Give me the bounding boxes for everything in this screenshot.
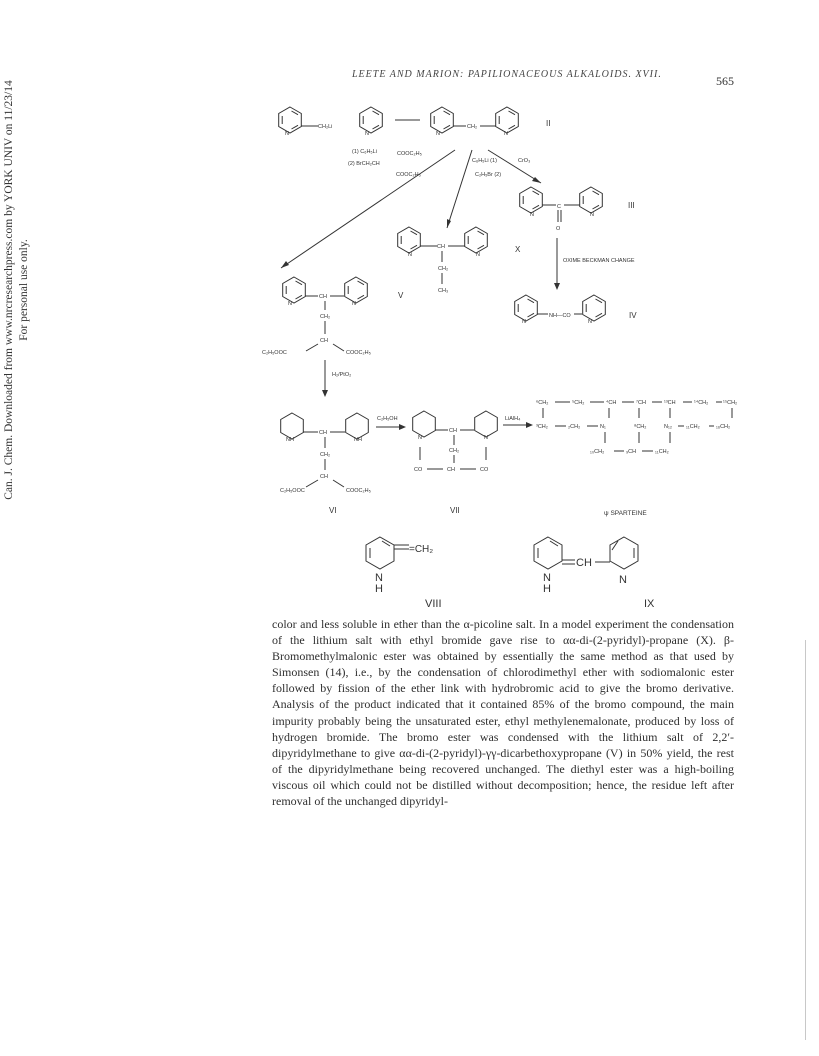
compound-II-dipyridylmethane [431, 107, 551, 137]
svg-text:N: N [530, 212, 534, 218]
reagent-lialh4: LiAlH₄ [505, 416, 521, 422]
compound-VI-dipiperidyl [280, 413, 371, 515]
svg-text:₁₁CH₂: ₁₁CH₂ [655, 449, 669, 455]
arrow-to-III [488, 150, 541, 183]
svg-text:NH: NH [286, 437, 294, 443]
svg-text:CH: CH [437, 244, 445, 250]
svg-text:₉CH: ₉CH [626, 449, 637, 455]
svg-text:N: N [352, 301, 356, 307]
page-number: 565 [716, 74, 734, 88]
svg-text:CH: CH [319, 430, 327, 436]
svg-text:⁴CH: ⁴CH [606, 400, 617, 406]
svg-text:C₂H₅OOC: C₂H₅OOC [280, 488, 305, 494]
reagent-hydrogenation: H₂/PtO₂ [332, 372, 352, 378]
running-head: LEETE AND MARION: PAPILIONACEOUS ALKALOIDS. XVII. [352, 69, 662, 80]
svg-text:CH: CH [320, 474, 328, 480]
malonate-lower: COOC₂H₅ [396, 172, 421, 178]
label-II: II [546, 119, 551, 128]
reagent-oxidant: CrO₃ [518, 158, 531, 164]
svg-text:¹⁴CH₂: ¹⁴CH₂ [694, 400, 709, 406]
psi-sparteine-structure [536, 399, 737, 517]
reagent-mid-b: C₂H₅Br (2) [475, 172, 502, 178]
svg-text:₁₀CH₂: ₁₀CH₂ [590, 449, 605, 455]
arrow-to-V [281, 150, 455, 268]
svg-text:⁶CH₂: ⁶CH₂ [536, 400, 549, 406]
label-V: V [398, 291, 404, 300]
svg-text:C: C [557, 204, 561, 210]
svg-text:N: N [619, 574, 627, 586]
svg-text:CH₂: CH₂ [449, 448, 460, 454]
compound-IX [534, 537, 655, 610]
svg-text:¹⁵CH₂: ¹⁵CH₂ [723, 400, 738, 406]
reagent-ethanol: C₂H₅OH [377, 416, 398, 422]
svg-text:₂CH₂: ₂CH₂ [568, 424, 581, 430]
svg-text:³CH₂: ³CH₂ [536, 424, 548, 430]
svg-text:CH₂Li: CH₂Li [318, 124, 333, 130]
svg-text:CH: CH [576, 557, 592, 569]
svg-text:CH: CH [319, 294, 327, 300]
svg-text:COOC₂H₅: COOC₂H₅ [346, 350, 371, 356]
svg-text:N₁: N₁ [600, 424, 606, 430]
label-III: III [628, 201, 635, 210]
svg-text:₁₁CH₂: ₁₁CH₂ [686, 424, 700, 430]
svg-text:CO: CO [414, 467, 423, 473]
compound-III-ketone [520, 187, 635, 232]
svg-text:N: N [365, 131, 369, 137]
label-VI: VI [329, 506, 337, 515]
svg-text:⁷CH: ⁷CH [636, 400, 646, 406]
svg-text:CH: CH [449, 428, 457, 434]
svg-text:CH₂: CH₂ [320, 314, 331, 320]
svg-text:N: N [375, 572, 383, 584]
svg-text:N: N [418, 435, 422, 441]
svg-text:N: N [408, 252, 412, 258]
svg-text:CH₂: CH₂ [320, 452, 331, 458]
svg-text:N: N [588, 319, 592, 325]
svg-text:C₂H₅OOC: C₂H₅OOC [262, 350, 287, 356]
arrow-to-X [447, 150, 472, 228]
label-X: X [515, 245, 521, 254]
svg-text:CH₃: CH₃ [438, 288, 449, 294]
svg-text:N₁₂: N₁₂ [664, 424, 672, 430]
svg-text:=CH₂: =CH₂ [409, 544, 434, 555]
svg-text:N: N [590, 212, 594, 218]
label-IV: IV [629, 311, 637, 320]
compound-VII-dilactam [413, 411, 498, 515]
svg-text:CO: CO [480, 467, 489, 473]
svg-text:COOC₂H₅: COOC₂H₅ [346, 488, 371, 494]
reagent-mid-a: C₆H₅Li (1) [472, 158, 497, 164]
svg-text:¹³CH: ¹³CH [664, 400, 676, 406]
svg-text:CH₂: CH₂ [438, 266, 449, 272]
svg-text:O: O [556, 226, 561, 232]
compound-IV-amide [515, 295, 638, 325]
svg-text:CH: CH [320, 338, 328, 344]
svg-text:N: N [543, 572, 551, 584]
svg-text:CH: CH [447, 467, 455, 473]
svg-text:N: N [484, 435, 488, 441]
scan-edge-line [805, 640, 806, 1040]
svg-text:N: N [285, 131, 289, 137]
svg-text:NH: NH [354, 437, 362, 443]
body-text [272, 616, 734, 809]
watermark-line-1: Can. J. Chem. Downloaded from www.nrcresearchpress.com by YORK UNIV on 11/23/14 [3, 80, 15, 500]
svg-text:N: N [436, 131, 440, 137]
label-VII: VII [450, 506, 460, 515]
svg-text:N: N [504, 131, 508, 137]
svg-text:⁵CH₂: ⁵CH₂ [572, 400, 585, 406]
watermark-line-2: For personal use only. [18, 239, 30, 341]
reagent-bromoester: (2) BrCH₂CH [348, 161, 380, 167]
compound-VIII [366, 537, 442, 610]
svg-text:NH—CO: NH—CO [549, 313, 571, 319]
body-paragraph: color and less soluble in ether than the α-picoline salt. In a model experiment the condensation of the lithium salt with ethyl bromide gave rise to αα-di-(2-pyridyl)-propane (X). β-Bromomethylmalonic ester was obtained by essentially the same method as that used by Simonsen (14), i.e., by the condensation of chlorodimethyl ether with sodiomalonic ester followed by fission of the ether link with hydrobromic acid to give the bromo derivative. Analysis of the product indicated that it contained 85% of the bromo compound, the main impurity probably being the unsaturated ester, ethyl methylenemalonate, produced by loss of hydrogen bromide. The bromo ester was condensed with the lithium salt of 2,2′-dipyridylmethane to give αα-di-(2-pyridyl)-γγ-dicarbethoxypropane (V) in 50% yield, the rest of the dipyridylmethane being recovered unchanged. The diethyl ester was a high-boiling viscous oil which could not be distilled without decomposition; hence, the residue left after removal of the unchanged dipyridyl- [272, 617, 734, 809]
label-VIII: VIII [425, 598, 442, 610]
reagent-beckmann: OXIME BECKMAN CHANGE [563, 258, 635, 264]
svg-text:H: H [543, 583, 551, 595]
malonate-upper: COOC₂H₅ [397, 151, 422, 157]
bromopyridine [360, 107, 383, 137]
svg-text:H: H [375, 583, 383, 595]
svg-text:N: N [476, 252, 480, 258]
compound-V-diester [262, 277, 404, 356]
svg-text:CH₂: CH₂ [467, 124, 478, 130]
label-psi-sparteine: ψ SPARTEINE [604, 510, 647, 517]
compound-X-dipyridylpropane [398, 227, 521, 294]
svg-text:⁸CH₂: ⁸CH₂ [634, 424, 647, 430]
svg-text:₁₆CH₂: ₁₆CH₂ [716, 424, 731, 430]
reagent-phenyllithium: (1) C₆H₅Li [352, 149, 377, 155]
svg-text:N: N [288, 301, 292, 307]
svg-text:N: N [522, 319, 526, 325]
label-IX: IX [644, 598, 655, 610]
picolyl-lithium [279, 107, 333, 137]
